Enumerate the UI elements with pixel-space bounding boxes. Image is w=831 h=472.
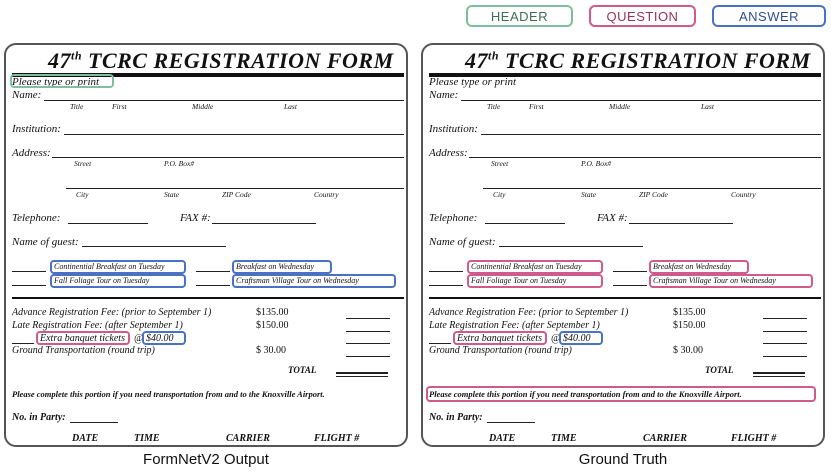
fax-line	[629, 223, 733, 224]
addr-sub-country: Country	[314, 190, 339, 199]
col-carrier: CARRIER	[226, 433, 270, 444]
ground-amount: $ 30.00	[256, 345, 286, 356]
col-carrier: CARRIER	[643, 433, 687, 444]
question-box-complete-portion	[426, 386, 816, 402]
cont-breakfast-blank	[429, 271, 463, 272]
fees-rule	[12, 297, 404, 299]
adv-fee-label: Advance Registration Fee: (prior to September 1)	[429, 307, 629, 318]
answer-box-breakfast-wed	[232, 260, 332, 274]
banquet-line	[346, 343, 390, 344]
please-type-label: Please type or print	[429, 76, 517, 88]
legend-answer: ANSWER	[712, 5, 826, 27]
total-label: TOTAL	[288, 365, 317, 375]
answer-box-fall-foliage	[50, 274, 186, 288]
question-box-breakfast-wed	[649, 260, 749, 274]
answer-box-banquet-amount	[559, 331, 603, 345]
guest-label: Name of guest:	[429, 236, 496, 248]
addr-sub-city: City	[493, 190, 506, 199]
answer-box-cont-breakfast	[50, 260, 186, 274]
fax-label: FAX #:	[597, 212, 628, 224]
craftsman-blank	[196, 285, 230, 286]
adv-fee-amount: $135.00	[673, 307, 706, 318]
banquet-at: @	[551, 333, 561, 344]
ground-label: Ground Transportation (round trip)	[429, 345, 572, 356]
question-box-fall-foliage	[467, 274, 603, 288]
form-title: 47th TCRC REGISTRATION FORM	[465, 48, 811, 73]
name-sub-first: First	[529, 102, 544, 111]
total-line-1	[753, 372, 805, 374]
breakfast-wed-label: Breakfast on Wednesday	[236, 262, 315, 271]
late-fee-amount: $150.00	[673, 320, 706, 331]
name-line	[44, 100, 404, 101]
name-sub-title: Title	[487, 102, 501, 111]
adv-fee-line	[346, 318, 390, 319]
adv-fee-line	[763, 318, 807, 319]
addr-sub-country: Country	[731, 190, 756, 199]
answer-box-banquet-amount	[142, 331, 186, 345]
fall-foliage-label: Fall Foliage Tour on Tuesday	[54, 276, 150, 285]
question-box-cont-breakfast	[467, 260, 603, 274]
banquet-label: Extra banquet tickets	[457, 333, 542, 344]
guest-line	[499, 246, 643, 247]
fall-foliage-label: Fall Foliage Tour on Tuesday	[471, 276, 567, 285]
addr-sub-city: City	[76, 190, 89, 199]
craftsman-label: Craftsman Village Tour on Wednesday	[236, 276, 359, 285]
address-line-2	[66, 188, 404, 189]
fall-foliage-blank	[12, 285, 46, 286]
guest-label: Name of guest:	[12, 236, 79, 248]
cont-breakfast-label: Continential Breakfast on Tuesday	[471, 262, 582, 271]
answer-box-craftsman	[232, 274, 396, 288]
banquet-amount: $40.00	[563, 333, 591, 344]
address-label: Address:	[429, 147, 468, 159]
institution-line	[481, 134, 821, 135]
breakfast-wed-blank	[613, 271, 647, 272]
party-line	[70, 422, 118, 423]
fees-rule	[429, 297, 821, 299]
telephone-label: Telephone:	[12, 212, 61, 224]
party-label: No. in Party:	[12, 412, 66, 423]
telephone-line	[68, 223, 148, 224]
late-fee-label: Late Registration Fee: (after September 1)	[12, 320, 183, 331]
banquet-at: @	[134, 333, 144, 344]
late-fee-label: Late Registration Fee: (after September 1)	[429, 320, 600, 331]
cont-breakfast-blank	[12, 271, 46, 272]
col-date: DATE	[72, 433, 99, 444]
total-line-1	[336, 372, 388, 374]
adv-fee-amount: $135.00	[256, 307, 289, 318]
late-fee-line	[346, 331, 390, 332]
adv-fee-label: Advance Registration Fee: (prior to September 1)	[12, 307, 212, 318]
institution-label: Institution:	[12, 123, 61, 135]
name-sub-middle: Middle	[609, 102, 631, 111]
address-line-2	[483, 188, 821, 189]
total-line-2	[753, 376, 805, 377]
complete-portion-label: Please complete this portion if you need transportation from and to the Knoxville Airport.	[12, 389, 325, 399]
address-line-1	[52, 157, 404, 158]
total-label: TOTAL	[705, 365, 734, 375]
panel-formnet-output	[4, 43, 408, 447]
institution-line	[64, 134, 404, 135]
name-sub-first: First	[112, 102, 127, 111]
telephone-label: Telephone:	[429, 212, 478, 224]
panel-ground-truth	[421, 43, 825, 447]
total-line-2	[336, 376, 388, 377]
breakfast-wed-blank	[196, 271, 230, 272]
guest-line	[82, 246, 226, 247]
caption-ground-truth: Ground Truth	[578, 451, 668, 468]
banquet-label: Extra banquet tickets	[40, 333, 125, 344]
col-time: TIME	[134, 433, 160, 444]
institution-label: Institution:	[429, 123, 478, 135]
name-sub-middle: Middle	[192, 102, 214, 111]
question-box-banquet	[453, 331, 547, 345]
cont-breakfast-label: Continential Breakfast on Tuesday	[54, 262, 165, 271]
col-flight: FLIGHT #	[314, 433, 360, 444]
name-sub-last: Last	[701, 102, 714, 111]
address-label: Address:	[12, 147, 51, 159]
addr-sub-zip: ZIP Code	[639, 190, 668, 199]
col-flight: FLIGHT #	[731, 433, 777, 444]
complete-portion-label: Please complete this portion if you need transportation from and to the Knoxville Airport.	[429, 389, 742, 399]
question-box-banquet	[36, 331, 130, 345]
telephone-line	[485, 223, 565, 224]
name-sub-last: Last	[284, 102, 297, 111]
legend-question: QUESTION	[589, 5, 696, 27]
caption-formnet-output: FormNetV2 Output	[143, 451, 269, 468]
addr-sub-street: Street	[491, 159, 509, 168]
banquet-blank	[429, 343, 451, 344]
name-label: Name:	[12, 89, 42, 101]
ground-label: Ground Transportation (round trip)	[12, 345, 155, 356]
party-label: No. in Party:	[429, 412, 483, 423]
addr-sub-pobox: P.O. Box#	[581, 159, 612, 168]
name-line	[461, 100, 821, 101]
addr-sub-pobox: P.O. Box#	[164, 159, 195, 168]
ground-line	[763, 356, 807, 357]
header-box-please	[10, 74, 114, 88]
ground-amount: $ 30.00	[673, 345, 703, 356]
late-fee-amount: $150.00	[256, 320, 289, 331]
breakfast-wed-label: Breakfast on Wednesday	[653, 262, 732, 271]
late-fee-line	[763, 331, 807, 332]
party-line	[487, 422, 535, 423]
please-type-label: Please type or print	[12, 76, 100, 88]
col-date: DATE	[489, 433, 516, 444]
addr-sub-state: State	[581, 190, 596, 199]
craftsman-blank	[613, 285, 647, 286]
address-line-1	[469, 157, 821, 158]
craftsman-label: Craftsman Village Tour on Wednesday	[653, 276, 776, 285]
banquet-amount: $40.00	[146, 333, 174, 344]
banquet-line	[763, 343, 807, 344]
fax-line	[212, 223, 316, 224]
addr-sub-zip: ZIP Code	[222, 190, 251, 199]
name-sub-title: Title	[70, 102, 84, 111]
fall-foliage-blank	[429, 285, 463, 286]
name-label: Name:	[429, 89, 459, 101]
col-time: TIME	[551, 433, 577, 444]
legend-header: HEADER	[466, 5, 573, 27]
addr-sub-street: Street	[74, 159, 92, 168]
form-title: 47th TCRC REGISTRATION FORM	[48, 48, 394, 73]
banquet-blank	[12, 343, 34, 344]
addr-sub-state: State	[164, 190, 179, 199]
question-box-craftsman	[649, 274, 813, 288]
ground-line	[346, 356, 390, 357]
fax-label: FAX #:	[180, 212, 211, 224]
